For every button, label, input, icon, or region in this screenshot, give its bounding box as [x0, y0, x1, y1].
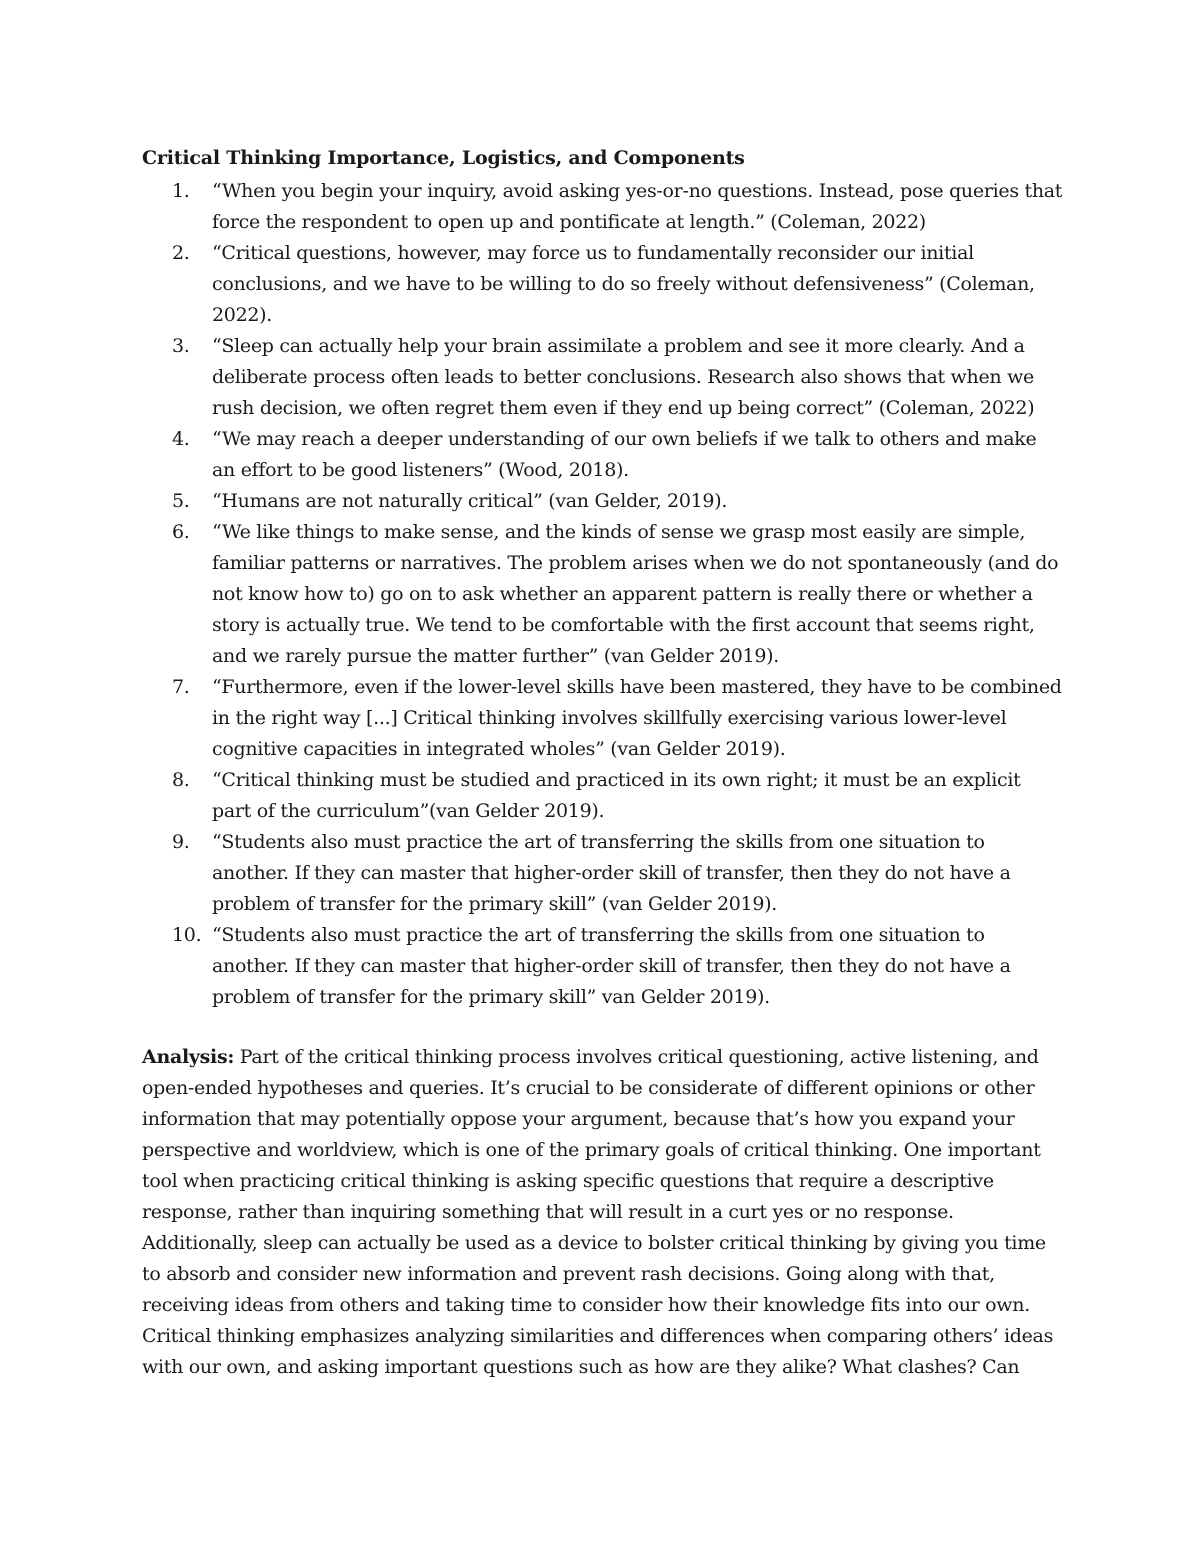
list-item-number: 8. [172, 769, 190, 791]
list-item-text: “We may reach a deeper understanding of our own beliefs if we talk to others and make an effort to be good listeners” (Wood, 2018). [212, 428, 1037, 481]
list-item [142, 672, 1064, 765]
list-item-number: 4. [172, 428, 190, 450]
list-item-text: “Critical questions, however, may force us to fundamentally reconsider our initial conclusions, and we have to be willing to do so freely without defensiveness” (Coleman, 2022). [212, 242, 1035, 326]
list-item-number: 2. [172, 242, 190, 264]
analysis-paragraph [142, 1042, 1064, 1383]
list-item-text: “We like things to make sense, and the kinds of sense we grasp most easily are simple, familiar patterns or narratives. The problem arises when we do not spontaneously (and do not know how to) go on to ask whether an apparent pattern is really there or whether a story is actually true. We tend to be comfortable with the first account that seems right, and we rarely pursue the matter further” (van Gelder 2019). [212, 521, 1059, 667]
list-item-number: 10. [172, 924, 202, 946]
list-item [142, 486, 1064, 517]
list-item-text: “Students also must practice the art of transferring the skills from one situation to another. If they can master that higher-order skill of transfer, then they do not have a problem of transfer for the primary skill” (van Gelder 2019). [212, 831, 1011, 915]
quote-list [142, 176, 1064, 1013]
list-item-text: “When you begin your inquiry, avoid asking yes-or-no questions. Instead, pose queries that force the respondent to open up and pontificate at length.” (Coleman, 2022) [212, 180, 1063, 233]
list-item-number: 7. [172, 676, 190, 698]
list-item-text: “Students also must practice the art of transferring the skills from one situation to another. If they can master that higher-order skill of transfer, then they do not have a problem of transfer for the primary skill” van Gelder 2019). [212, 924, 1011, 1008]
list-item-text: “Furthermore, even if the lower-level skills have been mastered, they have to be combined in the right way [...] Critical thinking involves skillfully exercising various lower-level cognitive capacities in integrated wholes” (van Gelder 2019). [212, 676, 1062, 760]
list-item-text: “Sleep can actually help your brain assimilate a problem and see it more clearly. And a deliberate process often leads to better conclusions. Research also shows that when we rush decision, we often regret them even if they end up being correct” (Coleman, 2022) [212, 335, 1035, 419]
document-title: Critical Thinking Importance, Logistics, and Components [142, 147, 745, 169]
list-item [142, 176, 1064, 238]
list-item [142, 827, 1064, 920]
list-item-number: 5. [172, 490, 190, 512]
analysis-text: Part of the critical thinking process involves critical questioning, active listening, and open-ended hypotheses and queries. It’s crucial to be considerate of different opinions or other information that may potentially oppose your argument, because that’s how you expand your perspective and worldview, which is one of the primary goals of critical thinking. One important tool when practicing critical thinking is asking specific questions that require a descriptive response, rather than inquiring something that will result in a curt yes or no response. Additionally, sleep can actually be used as a device to bolster critical thinking by giving you time to absorb and consider new information and prevent rash decisions. Going along with that, receiving ideas from others and taking time to consider how their knowledge fits into our own. Critical thinking emphasizes analyzing similarities and differences when comparing others’ ideas with our own, and asking important questions such as how are they alike? What clashes? Can [142, 1046, 1054, 1378]
list-item [142, 517, 1064, 672]
list-item [142, 920, 1064, 1013]
list-item [142, 331, 1064, 424]
list-item [142, 424, 1064, 486]
analysis-label: Analysis: [142, 1046, 235, 1068]
document-body [142, 143, 1064, 1402]
list-item-number: 3. [172, 335, 190, 357]
list-item [142, 238, 1064, 331]
list-item-number: 1. [172, 180, 190, 202]
list-item-number: 6. [172, 521, 190, 543]
list-item-text: “Humans are not naturally critical” (van Gelder, 2019). [212, 490, 728, 512]
list-item [142, 765, 1064, 827]
list-item-number: 9. [172, 831, 190, 853]
list-item-text: “Critical thinking must be studied and practiced in its own right; it must be an explicit part of the curriculum”(van Gelder 2019). [212, 769, 1021, 822]
